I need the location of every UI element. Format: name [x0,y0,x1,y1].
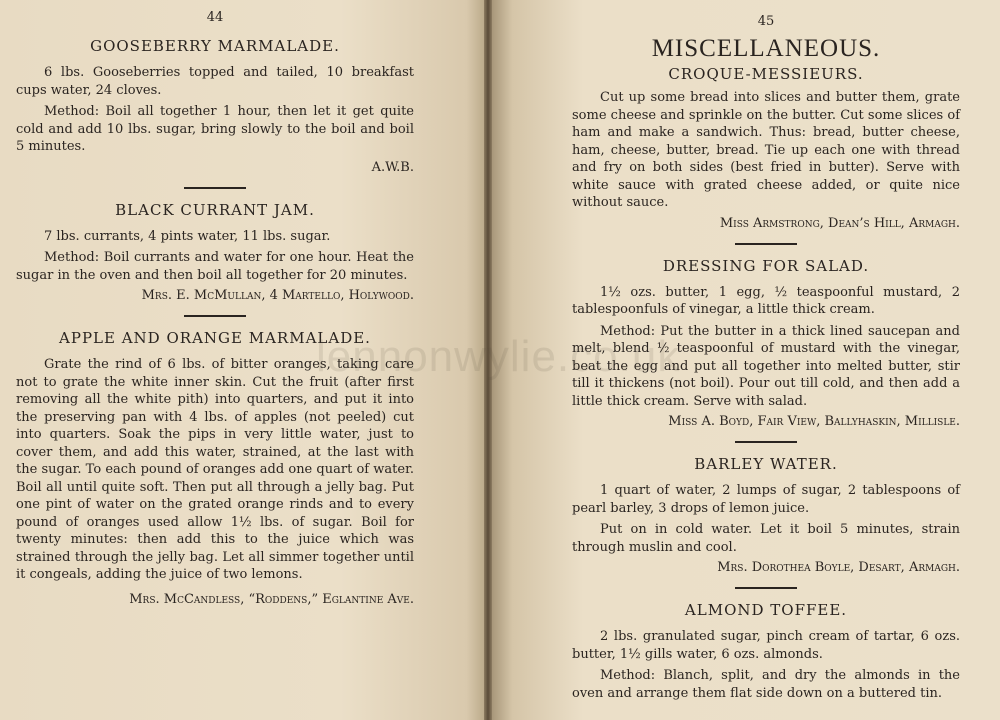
recipe-almond-toffee [572,601,960,702]
recipe-title: GOOSEBERRY MARMALADE. [90,37,340,55]
recipe-black-currant-jam [16,201,414,304]
recipe-attribution: Miss Armstrong, Dean’s Hill, Armagh. [719,215,960,231]
recipe-title: CROQUE-MESSIEURS. [668,65,864,83]
recipe-paragraph: Method: Blanch, split, and dry the almonds in the oven and arrange them flat side down on a buttered tin. [572,668,960,701]
watermark: lennonwylie.co.uk [316,332,681,381]
recipe-paragraph: 7 lbs. currants, 4 pints water, 11 lbs. sugar. [44,228,331,244]
section-divider [735,441,797,443]
page-number: 44 [206,10,224,25]
recipe-paragraph: Put on in cold water. Let it boil 5 minutes, strain through muslin and cool. [572,522,960,555]
recipe-paragraph: Grate the rind of 6 lbs. of bitter oranges, taking care not to grate the white inner skin. Cut the fruit (after first removing all the white pith) into quarters, and put it into the preserving pan with 4 lbs. of apples (not peeled) cut into quarters. Soak the pips in very little water, just to cover them, and add this water, strained, at the last with the sugar. To each pound of oranges add one quart of water. Boil all until quite soft. Then put all through a jelly bag. Put one pint of water on the grated orange rinds and to every pound of oranges used allow 1½ lbs. of sugar. Boil for twenty minutes: then add this to the juice which was strained through the jelly bag. Let all simmer together until it congeals, adding the juice of two lemons. [16,357,414,582]
recipe-paragraph: 6 lbs. Gooseberries topped and tailed, 10 breakfast cups water, 24 cloves. [16,65,414,98]
section-divider [184,187,246,189]
recipe-paragraph: Cut up some bread into slices and butter them, grate some cheese and sprinkle on the butter. Cut some slices of ham and make a sandwich. Thus: bread, butter cheese, ham, cheese, butter, bread. Tie up each one with thread and fry on both sides (best fried in butter). Serve with white sauce with grated cheese added, or quite nice without sauce. [572,90,960,210]
recipe-attribution: A.W.B. [371,159,414,175]
section-divider [735,587,797,589]
section-heading: MISCELLANEOUS. [651,35,881,62]
recipe-title: BLACK CURRANT JAM. [115,200,315,219]
recipe-croque-messieurs [572,65,960,231]
recipe-paragraph: 1 quart of water, 2 lumps of sugar, 2 tablespoons of pearl barley, 3 drops of lemon juice. [572,483,960,516]
recipe-title: ALMOND TOFFEE. [684,601,848,619]
recipe-attribution: Miss A. Boyd, Fair View, Ballyhaskin, Millisle. [668,414,960,429]
recipe-paragraph: 2 lbs. granulated sugar, pinch cream of tartar, 6 ozs. butter, 1½ gills water, 6 ozs. almonds. [572,629,960,662]
recipe-attribution: Mrs. McCandless, “Roddens,” Eglantine Ave. [129,591,414,607]
page-number: 45 [757,14,775,29]
recipe-paragraph: Method: Boil currants and water for one hour. Heat the sugar in the oven and then boil all together for 20 minutes. [16,250,414,283]
recipe-gooseberry-marmalade [16,37,414,175]
section-divider [735,243,797,245]
recipe-attribution: Mrs. Dorothea Boyle, Desart, Armagh. [717,560,960,575]
recipe-title: APPLE AND ORANGE MARMALADE. [59,329,371,347]
recipe-title: DRESSING FOR SALAD. [662,256,870,275]
recipe-title: BARLEY WATER. [694,455,838,473]
recipe-paragraph: Method: Put the butter in a thick lined saucepan and melt, blend ½ teaspoonful of mustard with the vinegar, beat the egg and put all together into melted butter, stir till it thickens (not boil). Pour out till cold, and then add a little thick cream. Serve with salad. [572,323,960,409]
recipe-attribution: Mrs. E. McMullan, 4 Martello, Holywood. [141,288,414,303]
recipe-paragraph: Method: Boil all together 1 hour, then let it get quite cold and add 10 lbs. sugar, bring slowly to the boil and boil 5 minutes. [16,104,414,154]
recipe-barley-water [572,455,960,575]
section-divider [184,315,246,317]
recipe-paragraph: 1½ ozs. butter, 1 egg, ½ teaspoonful mustard, 2 tablespoonfuls of vinegar, a little thick cream. [572,284,960,317]
